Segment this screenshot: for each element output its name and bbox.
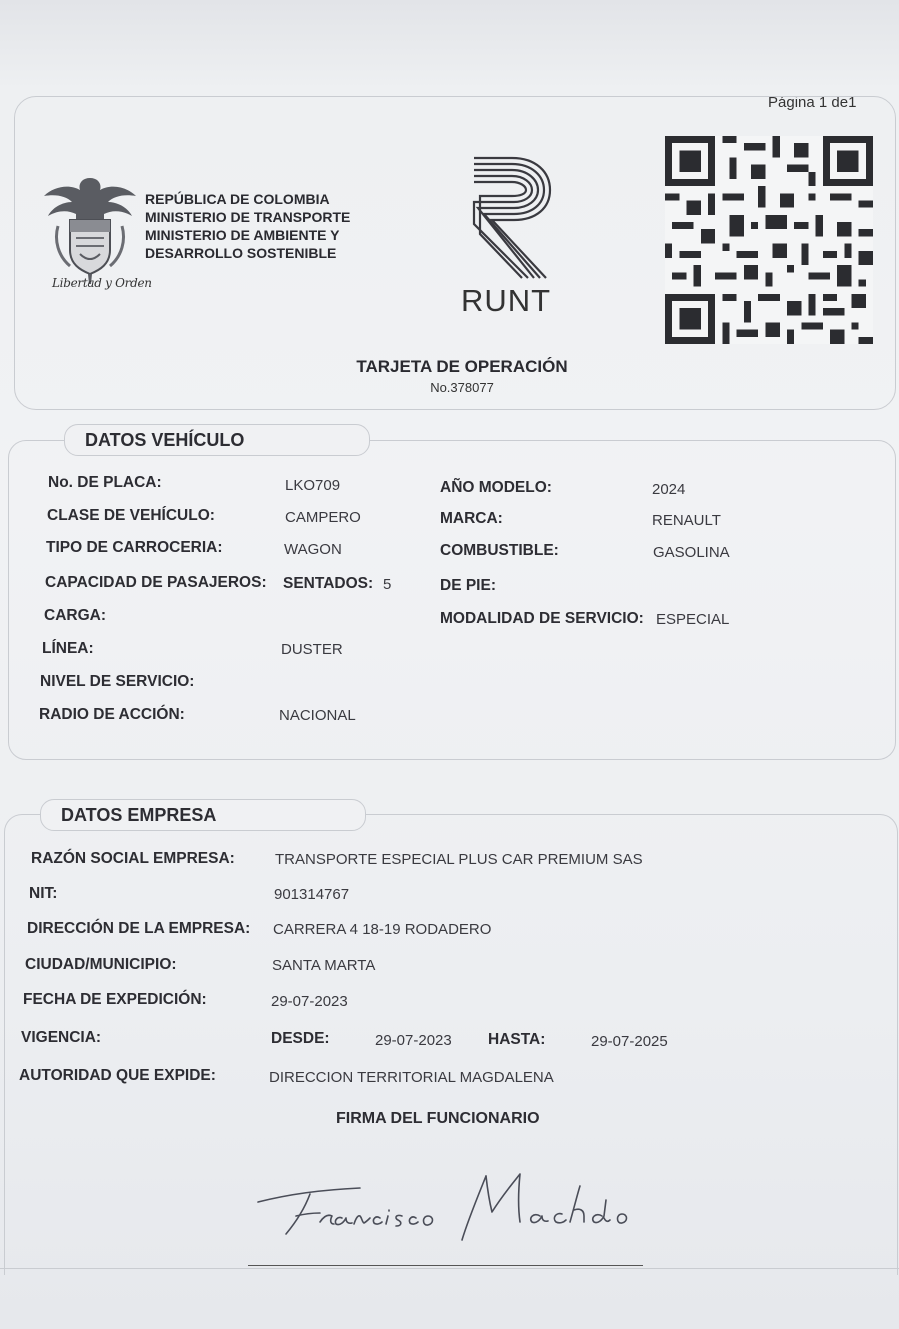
nit-value: 901314767	[274, 886, 350, 903]
marca-value: RENAULT	[652, 512, 721, 529]
motto: Libertad y Orden	[52, 276, 152, 290]
de-pie-label: DE PIE:	[440, 577, 496, 594]
linea-value: DUSTER	[281, 641, 343, 658]
modelo-value: 2024	[652, 481, 686, 498]
ciudad-value: SANTA MARTA	[272, 957, 376, 974]
clase-value: CAMPERO	[285, 509, 361, 526]
modelo-label: AÑO MODELO:	[440, 479, 552, 496]
radio-label: RADIO DE ACCIÓN:	[39, 706, 185, 723]
combustible-value: GASOLINA	[653, 544, 730, 561]
linea-label: LÍNEA:	[42, 640, 94, 657]
desde-value: 29-07-2023	[375, 1032, 452, 1049]
expedicion-value: 29-07-2023	[271, 993, 348, 1010]
vehicle-section-title: DATOS VEHÍCULO	[64, 424, 370, 456]
ciudad-label: CIUDAD/MUNICIPIO:	[25, 956, 177, 973]
modalidad-value: ESPECIAL	[656, 611, 730, 628]
autoridad-value: DIRECCION TERRITORIAL MAGDALENA	[269, 1069, 554, 1086]
hasta-label: HASTA:	[488, 1031, 546, 1048]
sentados-value: 5	[383, 576, 392, 593]
expedicion-label: FECHA DE EXPEDICIÓN:	[23, 991, 207, 1008]
bottom-divider	[0, 1268, 899, 1269]
ministry-line: REPÚBLICA DE COLOMBIA	[145, 191, 330, 207]
runt-brand: RUNT	[461, 283, 552, 318]
ministry-line: MINISTERIO DE AMBIENTE Y	[145, 227, 340, 243]
vigencia-label: VIGENCIA:	[21, 1029, 102, 1046]
combustible-label: COMBUSTIBLE:	[440, 542, 559, 559]
direccion-value: CARRERA 4 18-19 RODADERO	[273, 921, 492, 938]
razon-label: RAZÓN SOCIAL EMPRESA:	[31, 850, 235, 867]
signature-line	[248, 1265, 643, 1266]
signature-label: FIRMA DEL FUNCIONARIO	[336, 1110, 540, 1127]
modalidad-label: MODALIDAD DE SERVICIO:	[440, 610, 644, 627]
placa-label: No. DE PLACA:	[48, 474, 162, 491]
nit-label: NIT:	[29, 885, 58, 902]
carroceria-value: WAGON	[284, 541, 342, 558]
razon-value: TRANSPORTE ESPECIAL PLUS CAR PREMIUM SAS	[275, 851, 643, 868]
company-section-title: DATOS EMPRESA	[40, 799, 366, 831]
handwritten-signature-icon	[250, 1160, 640, 1250]
carga-label: CARGA:	[44, 607, 106, 624]
clase-label: CLASE DE VEHÍCULO:	[47, 507, 215, 524]
capacidad-label: CAPACIDAD DE PASAJEROS:	[45, 574, 267, 591]
carroceria-label: TIPO DE CARROCERIA:	[46, 539, 223, 556]
document-title: TARJETA DE OPERACIÓN	[356, 357, 568, 376]
page-number: Página 1 de1	[768, 94, 857, 111]
sentados-label: SENTADOS:	[283, 575, 374, 592]
hasta-value: 29-07-2025	[591, 1033, 668, 1050]
ministry-line: DESARROLLO SOSTENIBLE	[145, 245, 337, 261]
ministry-block	[145, 190, 385, 262]
document-number: No.378077	[430, 380, 494, 395]
direccion-label: DIRECCIÓN DE LA EMPRESA:	[27, 920, 251, 937]
coat-of-arms-icon	[40, 170, 140, 290]
desde-label: DESDE:	[271, 1030, 330, 1047]
autoridad-label: AUTORIDAD QUE EXPIDE:	[19, 1067, 216, 1084]
qr-code-icon	[665, 136, 873, 344]
runt-logo-icon	[462, 150, 562, 285]
placa-value: LKO709	[285, 477, 341, 494]
nivel-label: NIVEL DE SERVICIO:	[40, 673, 195, 690]
ministry-line: MINISTERIO DE TRANSPORTE	[145, 209, 351, 225]
radio-value: NACIONAL	[279, 707, 356, 724]
marca-label: MARCA:	[440, 510, 503, 527]
